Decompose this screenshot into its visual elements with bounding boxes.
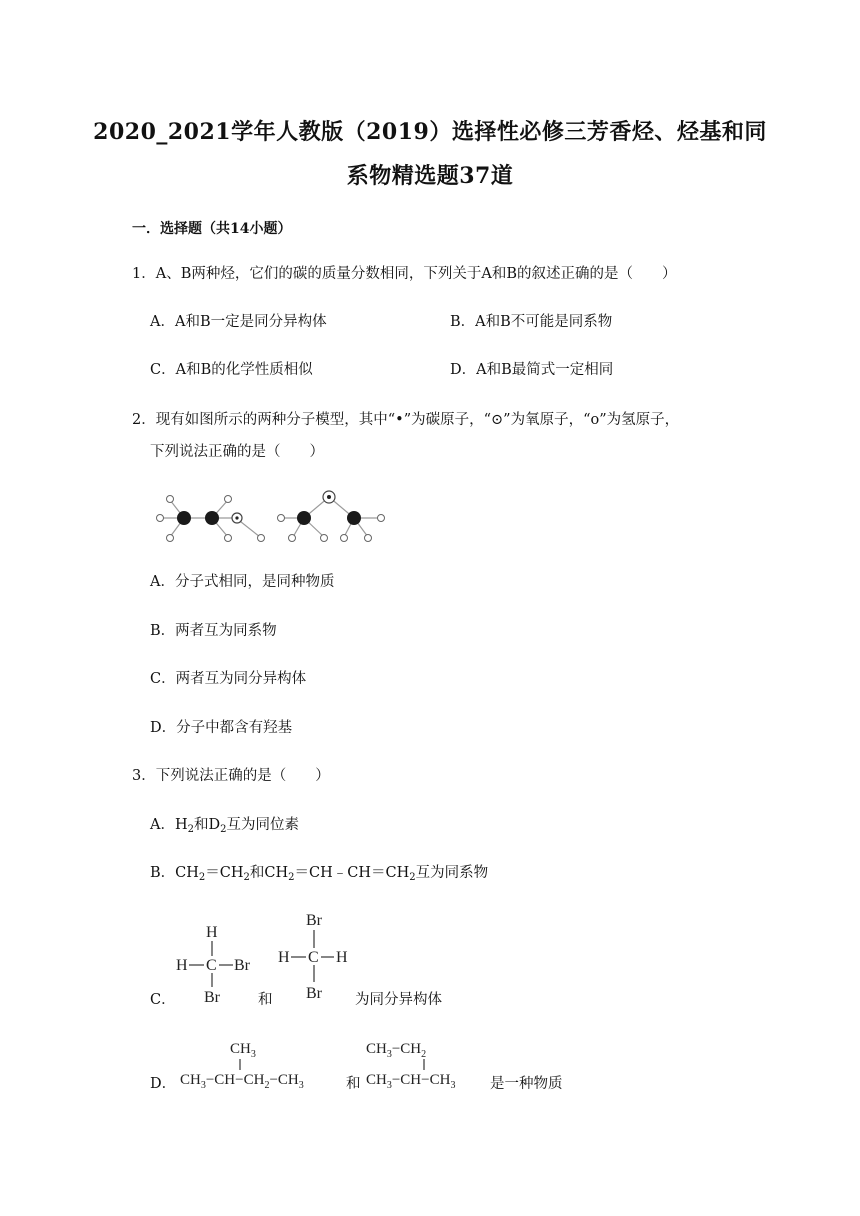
molecule-models-figure [148,485,408,550]
question-2-option-c: C．两者互为同分异构体 [150,671,307,687]
oxygen-atom-dot [327,495,331,499]
hydrogen-atom [341,535,348,542]
hydrogen-atom [258,535,265,542]
question-3-option-c-label: C． [150,992,176,1008]
struct-atom-left: H [278,949,290,966]
question-2-option-b: B．两者互为同系物 [150,623,277,639]
question-1-option-d: D．A和B最简式一定相同 [450,362,614,378]
struct-atom-right: Br [234,957,250,974]
section-heading: 一．选择题（共14小题） [132,221,292,237]
page-title: 2020_2021学年人教版（2019）选择性必修三芳香烃、烃基和同 [93,119,767,145]
question-3-option-d-label: D． [150,1076,177,1092]
hydrogen-atom [167,535,174,542]
question-3-option-c-and: 和 [258,992,273,1008]
hydrogen-atom [225,496,232,503]
question-1-option-c: C．A和B的化学性质相似 [150,362,313,378]
question-2-stem: 2．现有如图所示的两种分子模型，其中“•”为碳原子，“⊙”为氧原子，“o”为氢原子， [132,412,680,428]
molecule-bonds [160,497,380,537]
struct-atom-top: Br [306,912,322,929]
carbon-atom [205,511,219,525]
hydrogen-atom [365,535,372,542]
structure-2-methylbutane [178,1034,346,1094]
question-2-stem-line2: 下列说法正确的是（ ） [150,444,324,460]
question-3-stem: 3．下列说法正确的是（ ） [132,768,330,784]
main-chain: $CH_3-CH-CH_2-CH_3$ [180,1072,304,1091]
carbon-atom [297,511,311,525]
hydrogen-atom [289,535,296,542]
question-2-option-a: A．分子式相同，是同种物质 [150,574,335,590]
hydrogen-atom [167,496,174,503]
question-1-option-b: B．A和B不可能是同系物 [450,314,613,330]
question-3-option-a: A．$H_2$和$D_2$互为同位素 [150,817,300,835]
branch-ch3: $CH_3$ [230,1041,256,1060]
structure-2-methylbutane-alt [364,1034,490,1094]
oxygen-atom-dot [235,516,238,519]
question-3-option-b: B．$CH_2=CH_2$和$CH_2=CH﹣CH=CH_2$互为同系物 [150,865,489,883]
struct-atom-center: C [308,949,319,966]
carbon-atom [347,511,361,525]
hydrogen-atom [278,515,285,522]
question-2-option-d: D．分子中都含有羟基 [150,720,293,736]
hydrogen-atom [321,535,328,542]
struct-atom-center: C [206,957,217,974]
branch-ethyl: $CH_3-CH_2$ [366,1041,427,1060]
hydrogen-atom [225,535,232,542]
question-3-option-d-and: 和 [346,1076,361,1092]
struct-atom-left: H [176,957,188,974]
question-1-stem: 1．A、B两种烃，它们的碳的质量分数相同，下列关于A和B的叙述正确的是（ ） [132,266,677,282]
question-1-option-a: A．A和B一定是同分异构体 [150,314,327,330]
main-chain: $CH_3-CH-CH_3$ [366,1072,456,1091]
hydrogen-atom [378,515,385,522]
struct-atom-bottom: Br [204,989,220,1006]
struct-atom-bottom: Br [306,985,322,1002]
page-title-line2: 系物精选题37道 [346,163,514,189]
struct-atom-top: H [206,924,218,941]
hydrogen-atom [157,515,164,522]
carbon-atom [177,511,191,525]
question-3-option-d-text: 是一种物质 [490,1076,563,1092]
question-3-option-c-text: 为同分异构体 [355,992,442,1008]
structure-ch2br2-b [272,908,354,1006]
structure-ch2br2-a [170,920,262,1012]
struct-atom-right: H [336,949,348,966]
